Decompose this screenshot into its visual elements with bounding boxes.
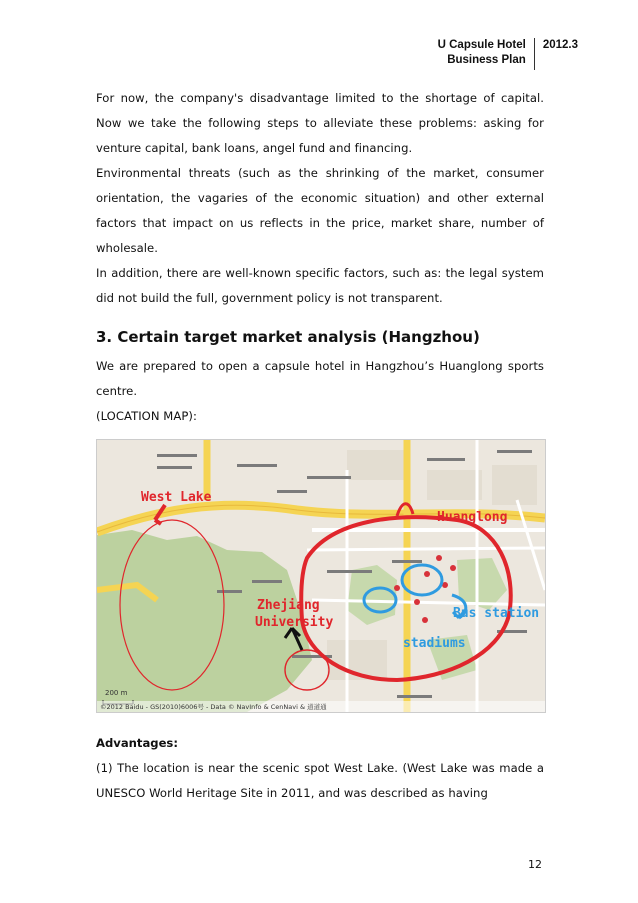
document-body — [96, 86, 544, 806]
section-heading: 3. Certain target market analysis (Hangzhou) — [96, 328, 480, 346]
paragraph-capital: For now, the company's disadvantage limited to the shortage of capital. Now we take the following steps to alleviate these problems: asking for venture capital, bank loans, angel fund and financing. — [96, 91, 544, 155]
advantages-heading: Advantages: — [96, 736, 178, 750]
map-label-zhejiang: Zhejiang — [257, 598, 320, 613]
location-map — [96, 439, 546, 713]
advantages-paragraph: (1) The location is near the scenic spot West Lake. (West Lake was made a UNESCO World Heritage Site in 2011, and was described as having — [96, 761, 544, 800]
header-title-line2: Business Plan — [447, 54, 526, 66]
page-number: 12 — [528, 858, 542, 871]
map-label-bus-station: Bus station — [453, 606, 540, 621]
header-date: 2012.3 — [542, 39, 578, 51]
map-label-west-lake: West Lake — [141, 490, 212, 505]
map-copyright: ©2012 Baidu - GS(2010)6006号 - Data © NavInfo & CenNavi & 道道通 — [97, 701, 545, 712]
header-title — [438, 38, 534, 68]
map-label-stadiums: stadiums — [403, 636, 466, 651]
paragraph-plan: We are prepared to open a capsule hotel in Hangzhou’s Huanglong sports centre. — [96, 359, 544, 398]
location-map-caption: (LOCATION MAP): — [96, 409, 197, 423]
map-scale: 200 m — [105, 689, 128, 697]
page-header — [438, 38, 578, 70]
paragraph-threats: Environmental threats (such as the shrinking of the market, consumer orientation, the vagaries of the economic situation) and other external factors that impact on us reflects in the price, market share, number of wholesale. — [96, 166, 544, 255]
paragraph-specific-factors: In addition, there are well-known specific factors, such as: the legal system did not build the full, government policy is not transparent. — [96, 266, 544, 305]
map-label-university: University — [255, 615, 334, 630]
map-label-huanglong: Huanglong — [437, 510, 508, 525]
header-title-line1: U Capsule Hotel — [437, 39, 526, 51]
location-map-drawing — [97, 440, 545, 712]
